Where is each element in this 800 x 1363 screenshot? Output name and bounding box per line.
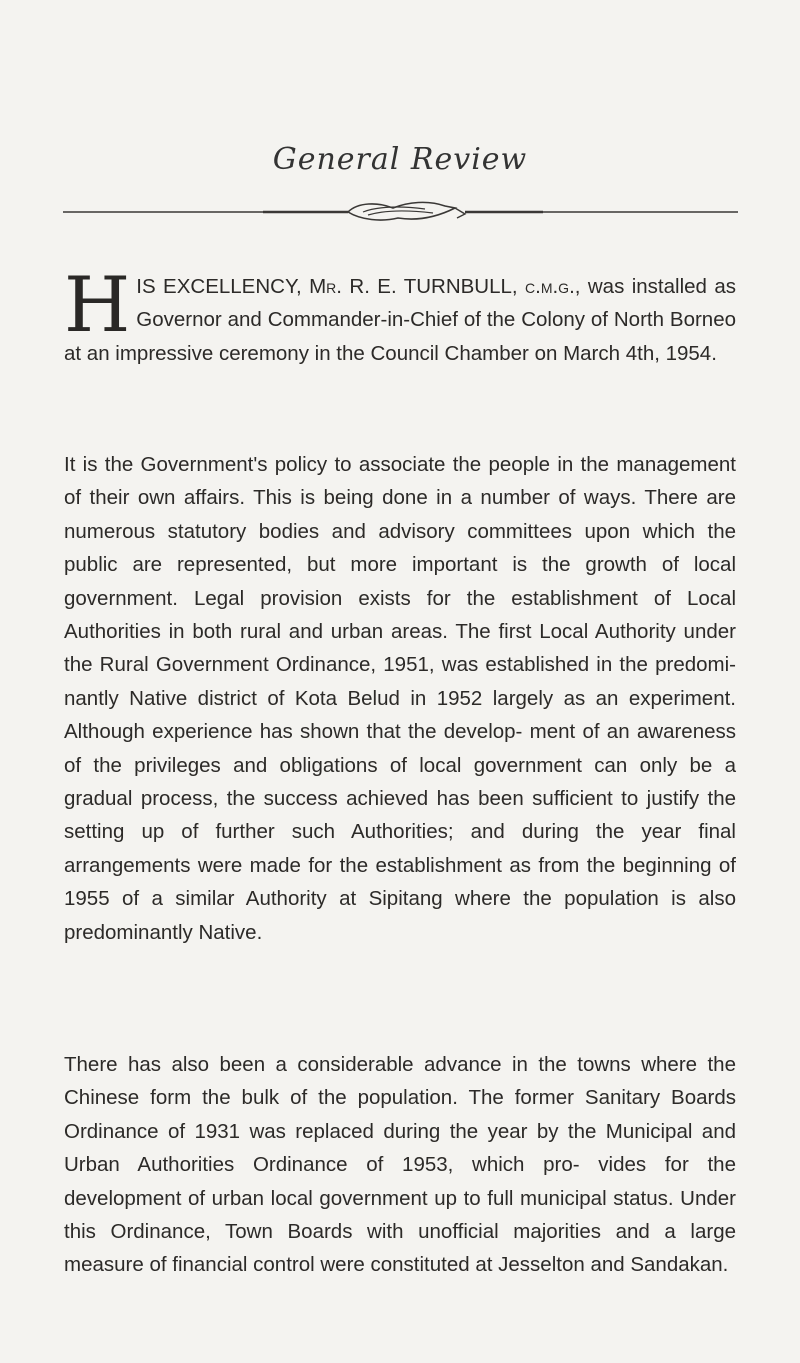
paragraph-local-government: It is the Government's policy to associate the people in the management of their own affairs. This is being done in a number of ways. There are numerous statutory bodies and advisory committees upon which the public are represented, but more important is the growth of local government. Legal provision exists for the establishment of Local Authorities in both rural and urban areas. The first Local Authority under the Rural Government Ordinance, 1951, was established in the predomi- nantly Native district of Kota Belud in 1952 largely as an experiment. Although experience has shown that the develop- ment of an awareness of the privileges and obligations of local government can only be a gradual process, the success achieved has been sufficient to justify the setting up of further such Authorities; and during the year final arrangements were made for the establishment as from the beginning of 1955 of a similar Authority at Sipitang where the population is also predominantly Native. xyxy=(64,453,736,944)
intro-rest: , was installed as Governor and Commander-in-Chief of the Colony of North Borneo at an impressive ceremony in the Council Chamber on March 4th, 1954. xyxy=(64,275,736,365)
paragraph-intro xyxy=(64,260,736,370)
intro-name: R. E. TURNBULL, xyxy=(341,275,526,298)
drop-cap: H xyxy=(64,260,131,349)
paragraph-towns: There has also been a considerable advance in the towns where the Chinese form the bulk of the population. The former Sanitary Boards Ordinance of 1931 was replaced during the year by the Municipal and Urban Authorities Ordinance of 1953, which pro- vides for the development of urban local government up to full municipal status. Under this Ordinance, Town Boards with unofficial majorities and a large measure of financial control were constituted at Jesselton and Sandakan. xyxy=(64,1053,736,1277)
intro-lead: IS EXCELLENCY, xyxy=(136,275,310,298)
intro-title-mr: Mr. xyxy=(309,275,342,298)
page-title: General Review xyxy=(272,142,528,177)
intro-honor: c.m.g. xyxy=(525,275,575,298)
ornament-divider-icon xyxy=(63,200,738,224)
